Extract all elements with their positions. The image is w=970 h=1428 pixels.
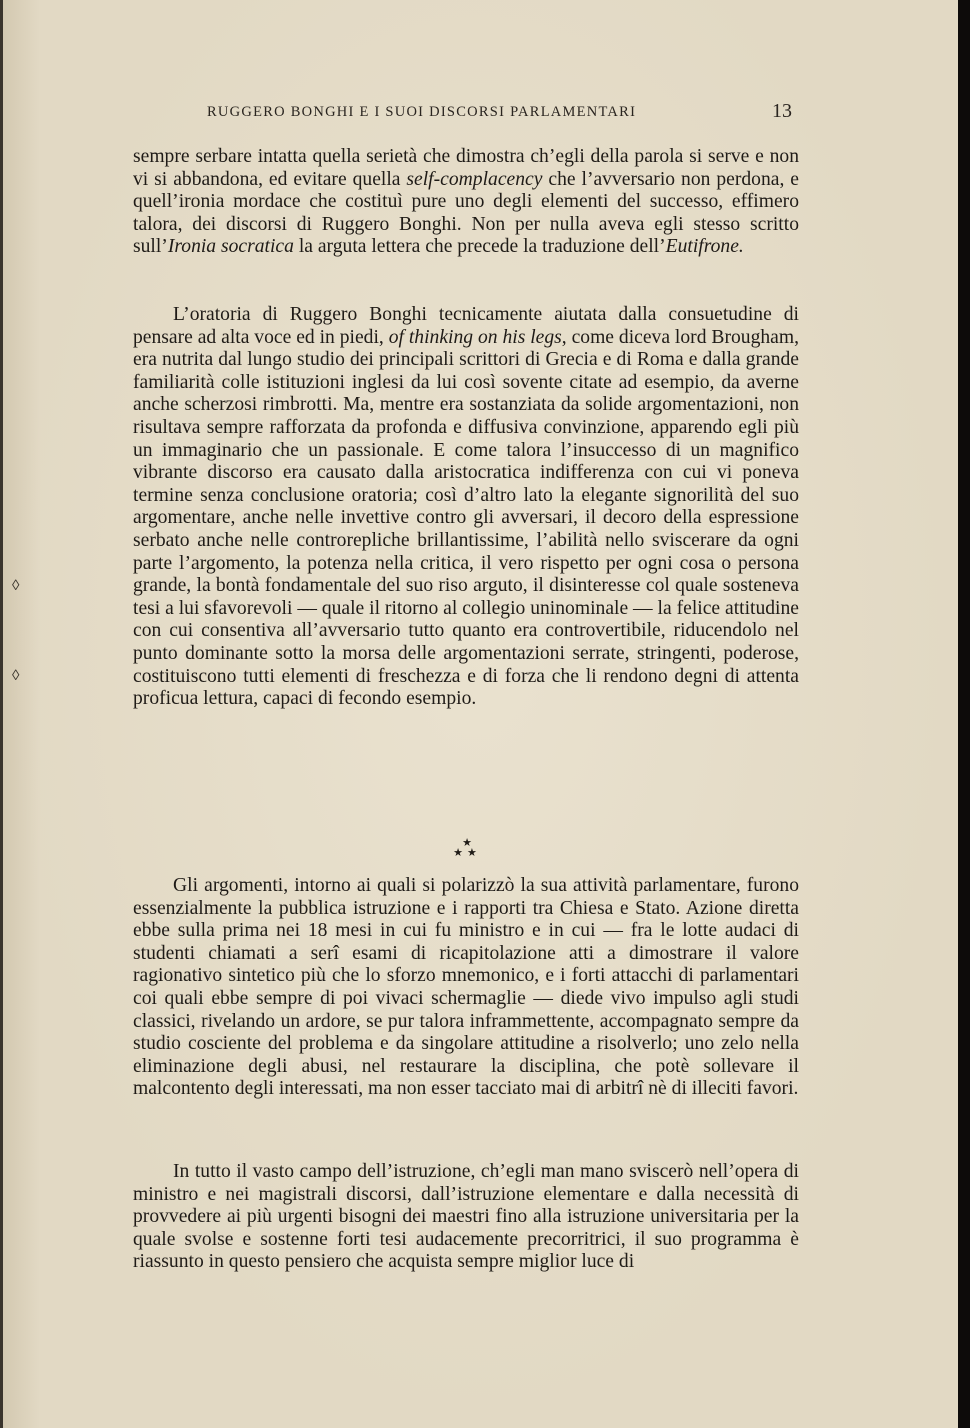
paragraph-1: [133, 146, 799, 259]
italic-run: Ironia socratica: [167, 236, 294, 258]
text-run: L’oratoria di Ruggero Bonghi tecnicamente aiutata dalla consuetudine di pensare ad alta voce ed in piedi,: [133, 304, 799, 348]
italic-run: self-complacency: [406, 168, 543, 190]
text-run: Gli argomenti, intorno ai quali si polarizzò la sua attività parlamentare, furono essenzialmente la pubblica istruzione e i rapporti tra Chiesa e Stato. Azione diretta ebbe sulla prima nei 18 mesi in cui fu ministro e in cui — fra le lotte audaci di studenti chiamati a serî esami di ricapitolazione atti a dimostrare il valore ragionativo sintetico più che lo sforzo mnemonico, e i forti attacchi di parlamentari coi quali ebbe sempre di poi vivaci schermaglie — diede vivo impulso agli studi classici, rivelando un ardore, se pur talora inframmettente, accompagnato sempre da studio cosciente del problema e da singolare attitudine a risolverlo; uno zelo nella eliminazione degli abusi, nel restaurare la disciplina, che potè sollevare il malcontento degli interessati, ma non esser tacciato mai di arbitrî nè di illeciti favori.: [133, 875, 799, 1100]
text-run: sempre serbare intatta quella serietà che dimostra ch’egli della parola si serve e non vi si abbandona, ed evitare quella: [133, 146, 799, 190]
margin-mark: ◊: [12, 578, 20, 594]
page-number: 13: [772, 100, 792, 122]
asterism-top: ★: [462, 837, 472, 849]
running-header: RUGGERO BONGHI E I SUOI DISCORSI PARLAMENTARI: [207, 104, 637, 120]
margin-mark: ◊: [12, 668, 20, 684]
text-run: la arguta lettera che precede la traduzione dell’: [293, 236, 666, 258]
paragraph-2: [133, 304, 799, 711]
asterism-separator: [452, 838, 482, 858]
text-run: , come diceva lord Brougham, era nutrita dal lungo studio dei principali scrittori di Grecia e di Roma e dalla grande familiarità colle istituzioni inglesi da lui così sovente citate ad esempio, da averne anche scherzosi rimbrotti. Ma, mentre era sostanziata da solide argomentazioni, non risultava sempre rafforzata da profonda e diffusiva convinzione, apparendo egli più un immaginario che un passionale. E come talora l’insuccesso di un magnifico vibrante discorso era causato dalla aristocratica indifferenza con cui vi poneva termine senza conclusione oratoria; così d’altro lato la elegante signorilità del suo argomentare, anche nelle invettive contro gli avversari, il decoro della espressione serbato anche nelle controrepliche brillantissime, l’abilità nello sviscerare da ogni parte l’argomento, la potenza nella critica, il vero rispetto per ogni cosa o persona grande, la bontà fondamentale del suo riso arguto, il disinteresse col quale sosteneva tesi a lui sfavorevoli — quale il ritorno al collegio uninominale — la felice attitudine con cui consentiva all’avversario tutto quanto era controvertibile, riducendolo nel punto dominante sotto la morsa delle argomentazioni serrate, stringenti, poderose, costituiscono tutti elementi di freschezza e di forza che li rendono degni di attenta proficua lettura, capaci di fecondo esempio.: [133, 326, 800, 710]
binding-edge: [0, 0, 3, 1428]
italic-run: Eutifrone.: [665, 236, 744, 258]
paragraph-3: [133, 875, 799, 1101]
italic-run: of thinking on his legs: [388, 326, 562, 348]
text-run: In tutto il vasto campo dell’istruzione, ch’egli man mano sviscerò nell’opera di ministro e nei magistrali discorsi, dall’istruzione elementare e dalla necessità di provvedere ai più urgenti bisogni dei maestri fino alla istruzione universitaria per la quale svolse e sostenne forti tesi audacemente precorritrici, il suo programma è riassunto in questo pensiero che acquista sempre miglior luce di: [133, 1161, 799, 1273]
text-run: che l’avversario non perdona, e quell’ironia mordace che costituì pure uno degli elementi del successo, effimero talora, dei discorsi di Ruggero Bonghi. Non per nulla aveva egli stesso scritto sull’: [133, 168, 799, 258]
paragraph-4: [133, 1161, 799, 1274]
asterism-bottom: ★★: [453, 847, 481, 859]
